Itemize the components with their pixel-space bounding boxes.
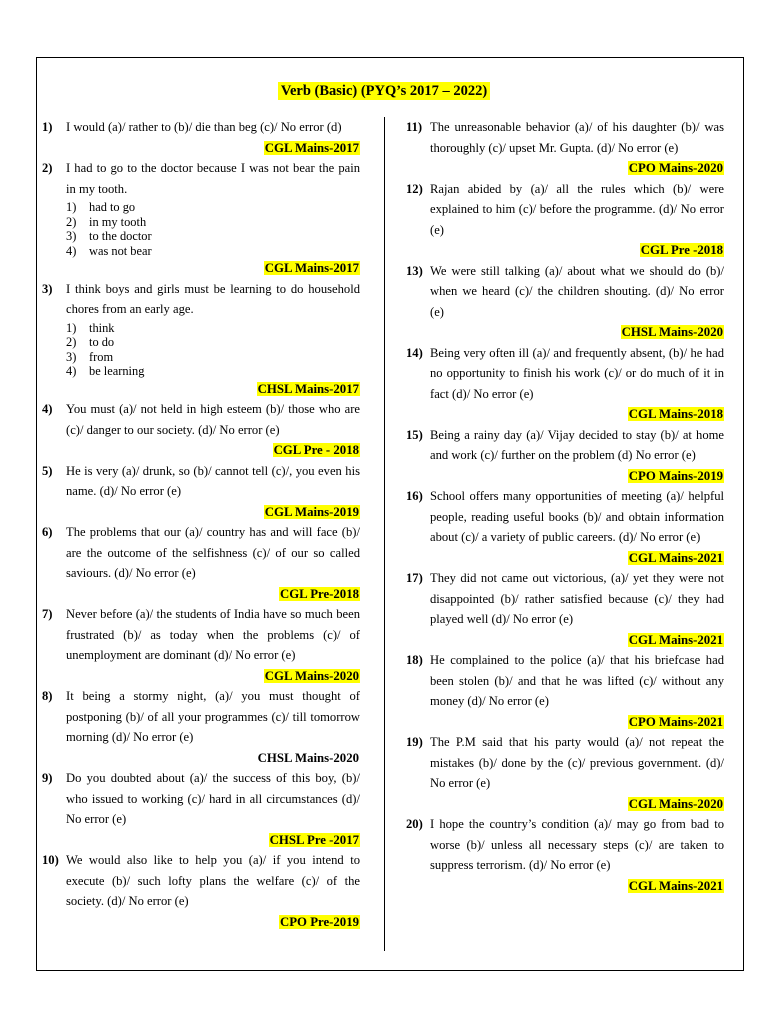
question-item <box>406 261 724 323</box>
question-item <box>406 732 724 794</box>
option-number: 2) <box>66 335 77 349</box>
page-title-wrap <box>0 82 768 100</box>
option-text: think <box>89 320 115 335</box>
question-text: I hope the country’s condition (a)/ may go from bad to worse (b)/ unless all necessary steps (c)/ are taken to suppress terrorism. (d)/ No error (e) <box>430 817 724 872</box>
question-item <box>42 279 360 379</box>
exam-source-label: CGL Mains-2021 <box>628 878 723 893</box>
question-text: The unreasonable behavior (a)/ of his daughter (b)/ was thoroughly (c)/ upset Mr. Gupta. (d)/ No error (e) <box>430 120 724 155</box>
exam-source-tag <box>406 794 724 815</box>
question-item <box>42 686 360 748</box>
question-text: He is very (a)/ drunk, so (b)/ cannot tell (c)/, you even his name. (d)/ No error (e) <box>66 463 360 498</box>
exam-source-label: CHSL Mains-2020 <box>257 750 359 765</box>
question-text: I think boys and girls must be learning to do household chores from an early age. <box>66 281 360 316</box>
exam-source-label: CHSL Mains-2020 <box>621 325 723 339</box>
option-item <box>66 364 360 379</box>
option-number: 2) <box>66 214 77 229</box>
question-text: He complained to the police (a)/ that his briefcase had been stolen (b)/ and that he was lifted (c)/ without any money (d)/ No error (e) <box>430 653 724 708</box>
exam-source-tag <box>406 322 724 343</box>
question-text: They did not came out victorious, (a)/ yet they were not disappointed (b)/ rather satisfied because (c)/ they had played well (d)/ No error (e) <box>430 571 724 626</box>
exam-source-tag <box>42 379 360 400</box>
exam-source-tag <box>42 912 360 933</box>
exam-source-label: CGL Mains-2019 <box>264 504 359 519</box>
question-item <box>42 158 360 258</box>
exam-source-tag <box>406 158 724 179</box>
exam-source-label: CGL Mains-2021 <box>628 550 723 565</box>
option-item <box>66 244 360 259</box>
question-number: 11) <box>406 120 423 134</box>
exam-source-tag <box>42 502 360 523</box>
question-item <box>406 650 724 712</box>
exam-source-tag <box>406 240 724 261</box>
question-number: 14) <box>406 345 423 360</box>
exam-source-label: CPO Mains-2019 <box>628 468 723 483</box>
question-item <box>42 850 360 912</box>
question-item <box>406 117 724 158</box>
option-list <box>66 200 360 258</box>
option-list <box>66 321 360 379</box>
exam-source-tag <box>406 466 724 487</box>
question-item <box>42 117 360 138</box>
option-text: to the doctor <box>89 229 152 243</box>
question-text: The problems that our (a)/ country has and will face (b)/ are the outcome of the selfishness (c)/ of our so called saviours. (d)/ No error (e) <box>66 525 360 580</box>
question-number: 9) <box>42 771 53 785</box>
question-text: You must (a)/ not held in high esteem (b)/ those who are (c)/ danger to our society. (d)/ No error (e) <box>66 402 360 437</box>
exam-source-tag <box>406 404 724 425</box>
option-text: from <box>89 349 114 364</box>
page-title: Verb (Basic) (PYQ’s 2017 – 2022) <box>278 82 490 100</box>
question-number: 3) <box>42 281 53 296</box>
exam-source-tag <box>42 748 360 769</box>
exam-source-label: CGL Mains-2020 <box>628 796 723 811</box>
question-item <box>42 399 360 440</box>
exam-source-label: CHSL Mains-2017 <box>257 381 359 396</box>
question-text: School offers many opportunities of meeting (a)/ helpful people, reading useful books (b)/ and obtain information about (c)/ a variety of public careers. (d)/ No error (e) <box>430 489 724 544</box>
question-number: 17) <box>406 571 423 585</box>
exam-source-label: CGL Mains-2018 <box>628 407 723 421</box>
option-number: 3) <box>66 229 77 243</box>
question-text: It being a stormy night, (a)/ you must thought of postponing (b)/ of all your programmes (c)/ till tomorrow morning (d)/ No error (e) <box>66 689 360 744</box>
question-item <box>406 568 724 630</box>
question-number: 12) <box>406 181 423 196</box>
option-number: 1) <box>66 200 77 214</box>
question-text: The P.M said that his party would (a)/ not repeat the mistakes (b)/ done by the (c)/ previous government. (d)/ No error (e) <box>430 735 724 790</box>
question-text: We were still talking (a)/ about what we should do (b)/ when we heard (c)/ the children shouting. (d)/ No error (e) <box>430 263 724 319</box>
exam-source-tag <box>406 548 724 569</box>
question-number: 10) <box>42 853 59 867</box>
exam-source-label: CGL Pre - 2018 <box>273 443 359 457</box>
question-text: Do you doubted about (a)/ the success of this boy, (b)/ who issued to working (c)/ hard in all circumstances (d)/ No error (e) <box>66 771 360 826</box>
option-number: 1) <box>66 320 77 335</box>
question-item <box>42 604 360 666</box>
option-item <box>66 321 360 336</box>
question-text: Being very often ill (a)/ and frequently absent, (b)/ he had no opportunity to finish his work (c)/ or do much of it in fact (d)/ No error (e) <box>430 345 724 401</box>
exam-source-tag <box>42 138 360 159</box>
option-number: 4) <box>66 243 77 258</box>
exam-source-label: CGL Mains-2017 <box>264 140 359 155</box>
question-text: Being a rainy day (a)/ Vijay decided to stay (b)/ at home and work (c)/ further on the problem (d) No error (e) <box>430 427 724 462</box>
exam-source-tag <box>42 666 360 687</box>
option-text: in my tooth <box>89 214 147 229</box>
question-item <box>406 179 724 241</box>
right-column <box>406 117 724 896</box>
question-number: 8) <box>42 689 53 703</box>
question-number: 6) <box>42 525 53 539</box>
exam-source-label: CPO Mains-2021 <box>628 714 723 729</box>
question-number: 16) <box>406 489 423 503</box>
left-column <box>42 117 360 932</box>
question-item <box>42 461 360 502</box>
exam-source-tag <box>42 584 360 605</box>
question-item <box>406 486 724 548</box>
question-text: I had to go to the doctor because I was not bear the pain in my tooth. <box>66 161 360 196</box>
exam-source-label: CPO Pre-2019 <box>279 914 359 929</box>
option-item <box>66 350 360 365</box>
question-number: 19) <box>406 735 423 749</box>
exam-source-tag <box>42 258 360 279</box>
question-item <box>406 343 724 405</box>
exam-source-label: CGL Mains-2020 <box>264 668 359 683</box>
question-number: 20) <box>406 817 423 831</box>
option-number: 3) <box>66 349 77 364</box>
option-item <box>66 215 360 230</box>
exam-source-tag <box>406 630 724 651</box>
exam-source-tag <box>406 712 724 733</box>
option-text: was not bear <box>89 243 152 258</box>
question-number: 7) <box>42 607 53 621</box>
option-item <box>66 200 360 215</box>
option-number: 4) <box>66 364 77 378</box>
question-number: 1) <box>42 120 53 134</box>
question-text: Never before (a)/ the students of India have so much been frustrated (b)/ as today when the problems (c)/ of unemployment are dominant (d)/ No error (e) <box>66 607 360 662</box>
exam-source-label: CGL Mains-2017 <box>264 261 359 275</box>
question-text: I would (a)/ rather to (b)/ die than beg (c)/ No error (d) <box>66 120 342 134</box>
question-number: 5) <box>42 463 53 478</box>
option-text: had to go <box>89 200 136 214</box>
question-number: 15) <box>406 427 423 442</box>
exam-source-label: CGL Mains-2021 <box>628 632 723 647</box>
question-number: 4) <box>42 402 53 416</box>
question-text: Rajan abided by (a)/ all the rules which (b)/ were explained to him (c)/ before the programme. (d)/ No error (e) <box>430 181 724 237</box>
option-text: to do <box>89 335 115 349</box>
question-item <box>406 425 724 466</box>
exam-source-label: CPO Mains-2020 <box>628 161 723 175</box>
exam-source-tag <box>42 440 360 461</box>
exam-source-tag <box>42 830 360 851</box>
question-text: We would also like to help you (a)/ if you intend to execute (b)/ such lofty plans the welfare (c)/ of the society. (d)/ No error (e) <box>66 853 360 908</box>
option-item <box>66 335 360 350</box>
exam-source-label: CGL Pre-2018 <box>279 586 359 601</box>
question-number: 2) <box>42 161 53 175</box>
exam-source-label: CHSL Pre -2017 <box>269 832 359 847</box>
question-item <box>406 814 724 876</box>
question-number: 18) <box>406 653 423 667</box>
question-item <box>42 768 360 830</box>
option-text: be learning <box>89 364 145 378</box>
question-number: 13) <box>406 263 423 278</box>
exam-source-tag <box>406 876 724 897</box>
column-divider <box>384 117 385 951</box>
option-item <box>66 229 360 244</box>
question-item <box>42 522 360 584</box>
exam-source-label: CGL Pre -2018 <box>640 243 723 257</box>
